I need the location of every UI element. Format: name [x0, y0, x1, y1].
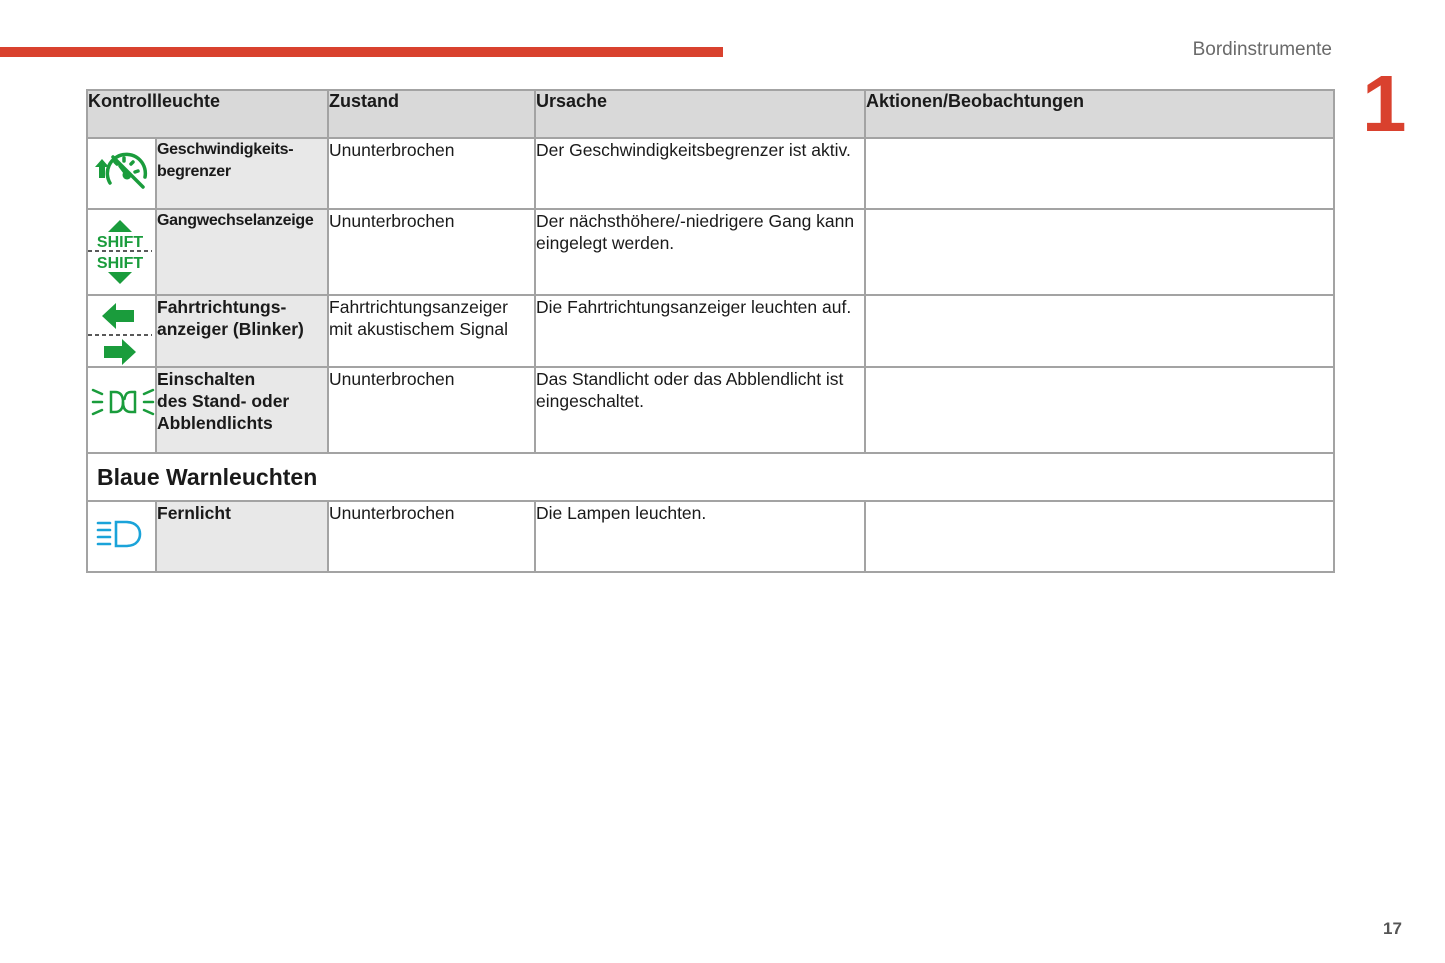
column-header-kontrollleuchte: Kontrollleuchte: [87, 90, 328, 138]
light-state: Ununterbrochen: [328, 209, 535, 295]
turn-signal-icon: [88, 300, 152, 368]
table-row: [87, 209, 1334, 295]
column-header-aktionen: Aktionen/Beobachtungen: [865, 90, 1334, 138]
warning-lights-table: [86, 89, 1335, 573]
light-name: Fernlicht: [156, 501, 328, 572]
light-action: [865, 501, 1334, 572]
light-name-text: Geschwindigkeits- begrenzer: [157, 141, 294, 180]
top-accent-bar: [0, 47, 723, 57]
light-action: [865, 138, 1334, 209]
light-cause: Die Lampen leuchten.: [535, 501, 865, 572]
group-header-row: [87, 453, 1334, 501]
light-state: Fahrtrichtungsanzeiger mit akustischem Signal: [328, 295, 535, 367]
light-state: Ununterbrochen: [328, 501, 535, 572]
table-row: [87, 295, 1334, 367]
column-header-zustand: Zustand: [328, 90, 535, 138]
high-beam-icon: [96, 518, 152, 552]
gear-shift-indicator-icon: [88, 216, 152, 288]
light-name-text: Einschalten des Stand- oder Abblendlichts: [157, 369, 290, 433]
light-name: Gangwechselanzeige: [156, 209, 328, 295]
light-state: Ununterbrochen: [328, 138, 535, 209]
table-row: [87, 501, 1334, 572]
light-name: [156, 367, 328, 453]
light-action: [865, 209, 1334, 295]
shift-down-label: SHIFT: [96, 255, 144, 272]
chapter-number: 1: [1362, 59, 1407, 148]
light-action: [865, 295, 1334, 367]
side-lights-icon: [91, 382, 155, 422]
icon-cell: [87, 367, 156, 453]
icon-cell: [87, 501, 156, 572]
table-row: [87, 138, 1334, 209]
light-cause: Die Fahrtrichtungsanzeiger leuchten auf.: [535, 295, 865, 367]
shift-up-label: SHIFT: [96, 234, 144, 251]
page-number: 17: [1383, 919, 1402, 938]
table-row: [87, 367, 1334, 453]
light-name: [156, 138, 328, 209]
group-title: Blaue Warnleuchten: [87, 453, 1334, 501]
light-name-text: Fahrtrichtungs- anzeiger (Blinker): [157, 297, 304, 339]
icon-cell: [87, 209, 156, 295]
light-name: [156, 295, 328, 367]
icon-cell: [87, 295, 156, 367]
speed-limiter-icon: [93, 145, 151, 195]
light-cause: Das Standlicht oder das Abblendlicht ist eingeschaltet.: [535, 367, 865, 453]
light-cause: Der nächsthöhere/-niedrigere Gang kann eingelegt werden.: [535, 209, 865, 295]
section-title: Bordinstrumente: [1192, 39, 1332, 60]
light-state: Ununterbrochen: [328, 367, 535, 453]
light-action: [865, 367, 1334, 453]
icon-cell: [87, 138, 156, 209]
table-header-row: [87, 90, 1334, 138]
column-header-ursache: Ursache: [535, 90, 865, 138]
light-cause: Der Geschwindigkeitsbegrenzer ist aktiv.: [535, 138, 865, 209]
